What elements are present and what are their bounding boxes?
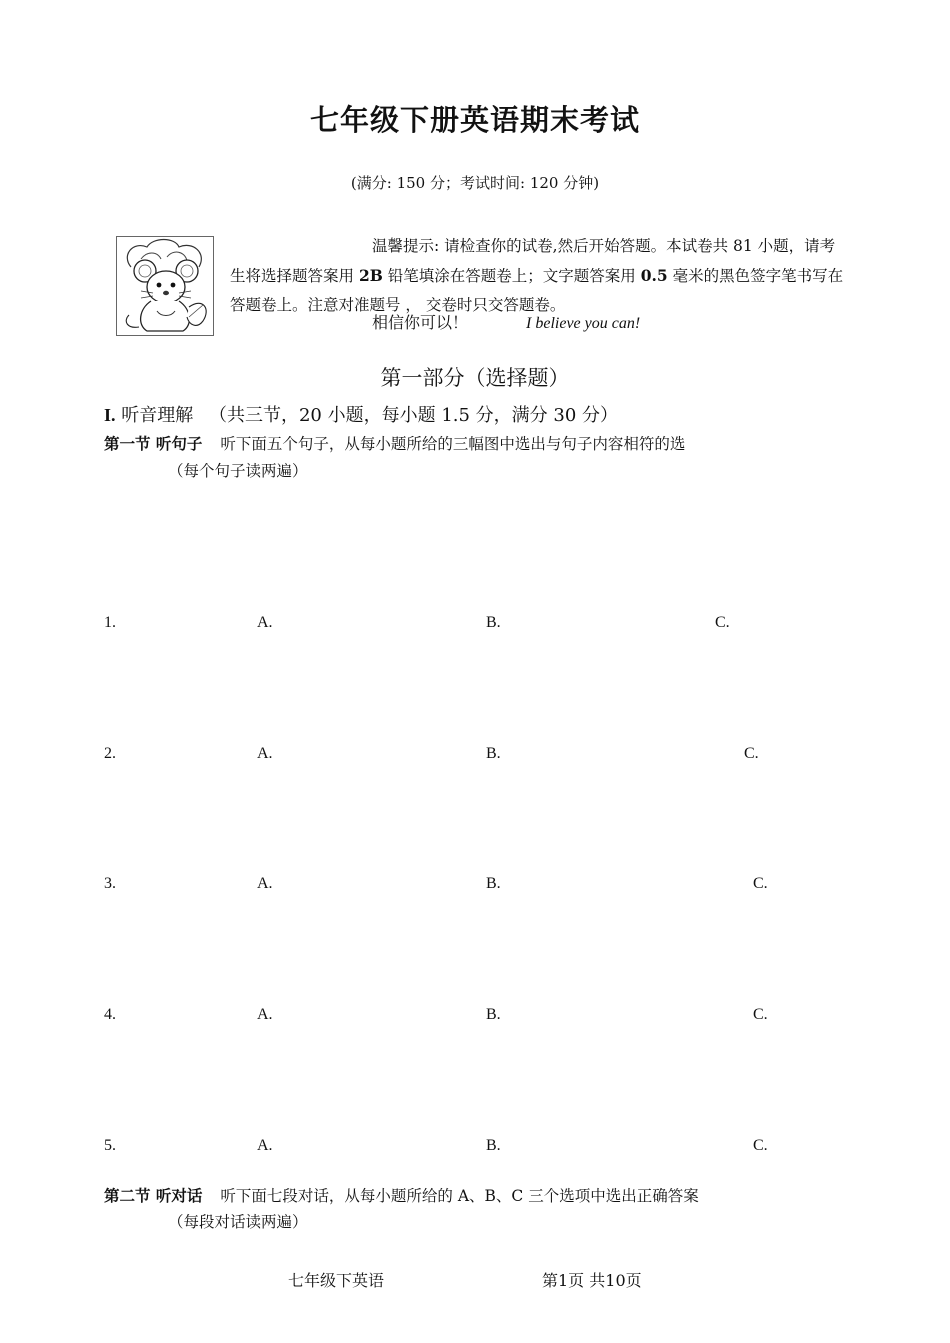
- subsection-2: [104, 1184, 699, 1206]
- question-number: 3.: [104, 875, 116, 892]
- option-a[interactable]: A.: [257, 614, 273, 631]
- section-name: 听音理解: [121, 405, 194, 426]
- subsection-2-text: 听下面七段对话，从每小题所给的 A、B、C 三个选项中选出正确答案: [220, 1187, 699, 1205]
- encouragement: [372, 310, 640, 333]
- pen-size: 0.5: [640, 266, 668, 285]
- option-c[interactable]: C.: [753, 875, 768, 892]
- option-c[interactable]: C.: [715, 614, 730, 631]
- option-b[interactable]: B.: [486, 745, 501, 762]
- footer-subject: 七年级下英语: [288, 1271, 385, 1290]
- notice-text: [230, 232, 850, 320]
- option-b[interactable]: B.: [486, 1137, 501, 1154]
- encouragement-en: I believe you can!: [526, 315, 641, 332]
- mouse-illustration: [116, 236, 214, 336]
- question-number: 2.: [104, 745, 116, 762]
- exam-info: (满分: 150 分；考试时间: 120 分钟): [350, 174, 600, 192]
- subsection-1-text: 听下面五个句子，从每小题所给的三幅图中选出与句子内容相符的选: [220, 435, 686, 453]
- encouragement-cn: 相信你可以！: [372, 313, 469, 332]
- footer-page-number: 第1页 共10页: [542, 1271, 642, 1290]
- section-heading: [104, 401, 618, 427]
- notice-mid: 铅笔填涂在答题卷上；文字题答案用: [382, 267, 641, 285]
- notice-tail: 毫米的黑色签字笔书写在答题卷上。注意对准题号 ， 交卷时只交答题卷。: [230, 267, 844, 314]
- section-number: I.: [104, 405, 116, 425]
- option-a[interactable]: A.: [257, 1006, 273, 1023]
- subsection-2-label: 第二节 听对话: [104, 1187, 203, 1205]
- subsection-1-note: （每个句子读两遍）: [168, 462, 308, 480]
- page-title: 七年级下册英语期末考试: [309, 103, 640, 137]
- option-b[interactable]: B.: [486, 875, 501, 892]
- option-a[interactable]: A.: [257, 875, 273, 892]
- subsection-1: [104, 432, 685, 454]
- section-info: （共三节，20 小题，每小题 1.5 分，满分 30 分）: [208, 405, 619, 426]
- question-number: 5.: [104, 1137, 116, 1154]
- subsection-1-label: 第一节 听句子: [104, 435, 203, 453]
- question-number: 1.: [104, 614, 116, 631]
- subsection-2-note: （每段对话读两遍）: [168, 1213, 308, 1231]
- pencil-grade: 2B: [358, 266, 383, 285]
- option-b[interactable]: B.: [486, 614, 501, 631]
- notice-lead: 温馨提示: 请检查你的试卷,然后开始答题。本试卷共 81 小题，请考生将选择题答案用: [230, 237, 836, 285]
- option-c[interactable]: C.: [753, 1137, 768, 1154]
- option-b[interactable]: B.: [486, 1006, 501, 1023]
- part-heading: 第一部分（选择题）: [380, 366, 570, 390]
- option-c[interactable]: C.: [744, 745, 759, 762]
- question-number: 4.: [104, 1006, 116, 1023]
- option-a[interactable]: A.: [257, 745, 273, 762]
- option-a[interactable]: A.: [257, 1137, 273, 1154]
- option-c[interactable]: C.: [753, 1006, 768, 1023]
